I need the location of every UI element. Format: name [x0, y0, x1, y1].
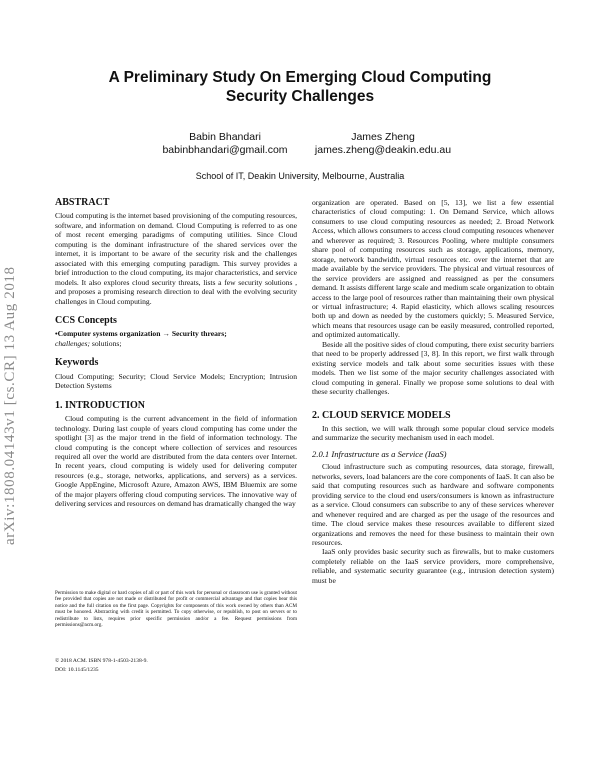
paper-title: [40, 68, 560, 106]
copyright-line: © 2018 ACM. ISBN 978-1-4503-2138-9.: [55, 658, 148, 664]
left-column: [55, 198, 297, 509]
keywords-heading: Keywords: [55, 357, 99, 369]
section2-heading: 2. CLOUD SERVICE MODELS: [312, 409, 451, 421]
arxiv-stamp: arXiv:1808.04143v1 [cs.CR] 13 Aug 2018: [2, 266, 18, 545]
permission-footnote: Permission to make digital or hard copies of all or part of this work for personal or classroom use is granted without fee provided that copies are not made or distributed for profit or commercial advantage and that copies bear this notice and the full citation on the first page. Copyrights for components of this work owned by others than ACM must be honored. Abstracting with credit is permitted. To copy otherwise, or republish, to post on servers or to redistribute to lists, requires prior specific permission and/or a fee. Request permissions from permissions@acm.org.: [55, 590, 297, 629]
iaas-paragraph-2: IaaS only provides basic security such as firewalls, but to make customers completely reliable on the IaaS service providers, more comprehensive, reliable, and systematic security guarantee (e.g., intrusion detection system) must be: [312, 547, 554, 585]
author-2-email: james.zheng@deakin.edu.au: [314, 144, 452, 156]
abstract-text: Cloud computing is the internet based provisioning of the computing resources, software, and information on demand. Cloud Computing is referred to as one of most recent emerging paradigms of computing utilities. Since Cloud computing is the dominant infrastructure of the shared services over the internet, it is important to be aware of the security risk and the challenges associated with this emerging computing paradigm. This survey provides a brief introduction to the cloud computing, its major characteristics, and service models. It also explores cloud security threats, lists a few security solutions , and proposes a promising research direction to deal with the evolving security challenges in Cloud computing.: [55, 211, 297, 306]
abstract-heading: ABSTRACT: [55, 197, 110, 208]
section2-text: In this section, we will walk through some popular cloud service models and summarize the security mechanism used in each model.: [312, 423, 554, 443]
security-barriers-paragraph: Beside all the positive sides of cloud computing, there exist security barriers that need to be properly addressed [3, 8]. In this report, we first walk through existing service models and talk about some securities issues with these models. Then we list some of the major security challenges associated with cloud computing in general. Finally we propose some solutions to deal with these security challenges.: [312, 339, 554, 397]
author-2-name: James Zheng: [351, 131, 415, 143]
intro-text: Cloud computing is the current advancement in the field of information technology. During last couple of years cloud computing has come under the spotlight [3] as the major trend in the field of information technology. The cloud computing is the concept where collection of services and resources required all over the world are distributed from the data centers over Internet. In recent years, cloud computing is widely used for delivering computer resources (e.g., storage, networks, applications, and servers) as a services. Google AppEngine, Microsoft Azure, Amazon AWS, IBM Bluemix are some of the major players offering cloud computing services. The innovative way of delivering services and resources on demand has dramatically changed the way: [55, 414, 297, 509]
ccs-text: [55, 329, 297, 348]
doi-line: DOI: 10.1145/1235: [55, 667, 99, 673]
author-1-name: Babin Bhandari: [189, 131, 261, 143]
iaas-subheading: 2.0.1 Infrastructure as a Service (IaaS): [312, 448, 447, 459]
ccs-heading: CCS Concepts: [55, 314, 117, 326]
intro-heading: 1. INTRODUCTION: [55, 399, 146, 411]
title-line-2: Security Challenges: [225, 88, 375, 105]
right-column: [312, 198, 554, 585]
iaas-paragraph-1: Cloud infrastructure such as computing resources, data storage, firewall, networks, severs, load balancers are the core components of IaaS. It can also be said that computing resources such as hardware and software components providing service to the cloud end users/consumers is known as infrastructure as a service. Cloud consumers can subscribe to any of these services wherever and whenever required and are charged as per the usage of the resources and time. The cloud service makes these resources available to different sized organizations and removes the need for these business to maintain their own resources.: [312, 462, 554, 547]
ccs-plain: solutions;: [90, 338, 122, 348]
author-1-email: babinbhandari@gmail.com: [162, 144, 288, 156]
author-2: [298, 131, 468, 157]
author-1: [150, 131, 300, 157]
ccs-bold: •Computer systems organization → Security threars;: [55, 329, 227, 339]
ccs-italic: challenges;: [55, 338, 91, 348]
characteristics-paragraph: organization are operated. Based on [5, 13], we list a few essential characteristics of cloud computing: 1. On Demand Service, which allows consumers to use cloud computing resources as needed; 2. Broad Network Access, which allows consumers to access cloud computing resouces whenever and wherever as required; 3. Resources Pooling, where multiple consumers share pool of computing resources such as storage, applications, memory, storage, network bandwidth, virtual resources etc. over the internet that are made available by the service providers. The physical and virtual resources of the service providers are assigned and reassigned as per the consumers demand. It assists different large scale and medium scale organization to obtain access to the large pool of resources rather than maintaining their own physical or virtual infrastructure; 4. Rapid elasticity, which allows scaling resources both up and down as needed by the customers quickly; 5. Measured Service, which means that resources usage can be easily measured, controlled reported, and optimized automatically.: [312, 198, 554, 340]
affiliation: School of IT, Deakin University, Melbourne, Australia: [195, 171, 405, 181]
title-line-1: A Preliminary Study On Emerging Cloud Computing: [108, 69, 492, 86]
keywords-text: Cloud Computing; Security; Cloud Service Models; Encryption; Intrusion Detection Systems: [55, 371, 297, 391]
